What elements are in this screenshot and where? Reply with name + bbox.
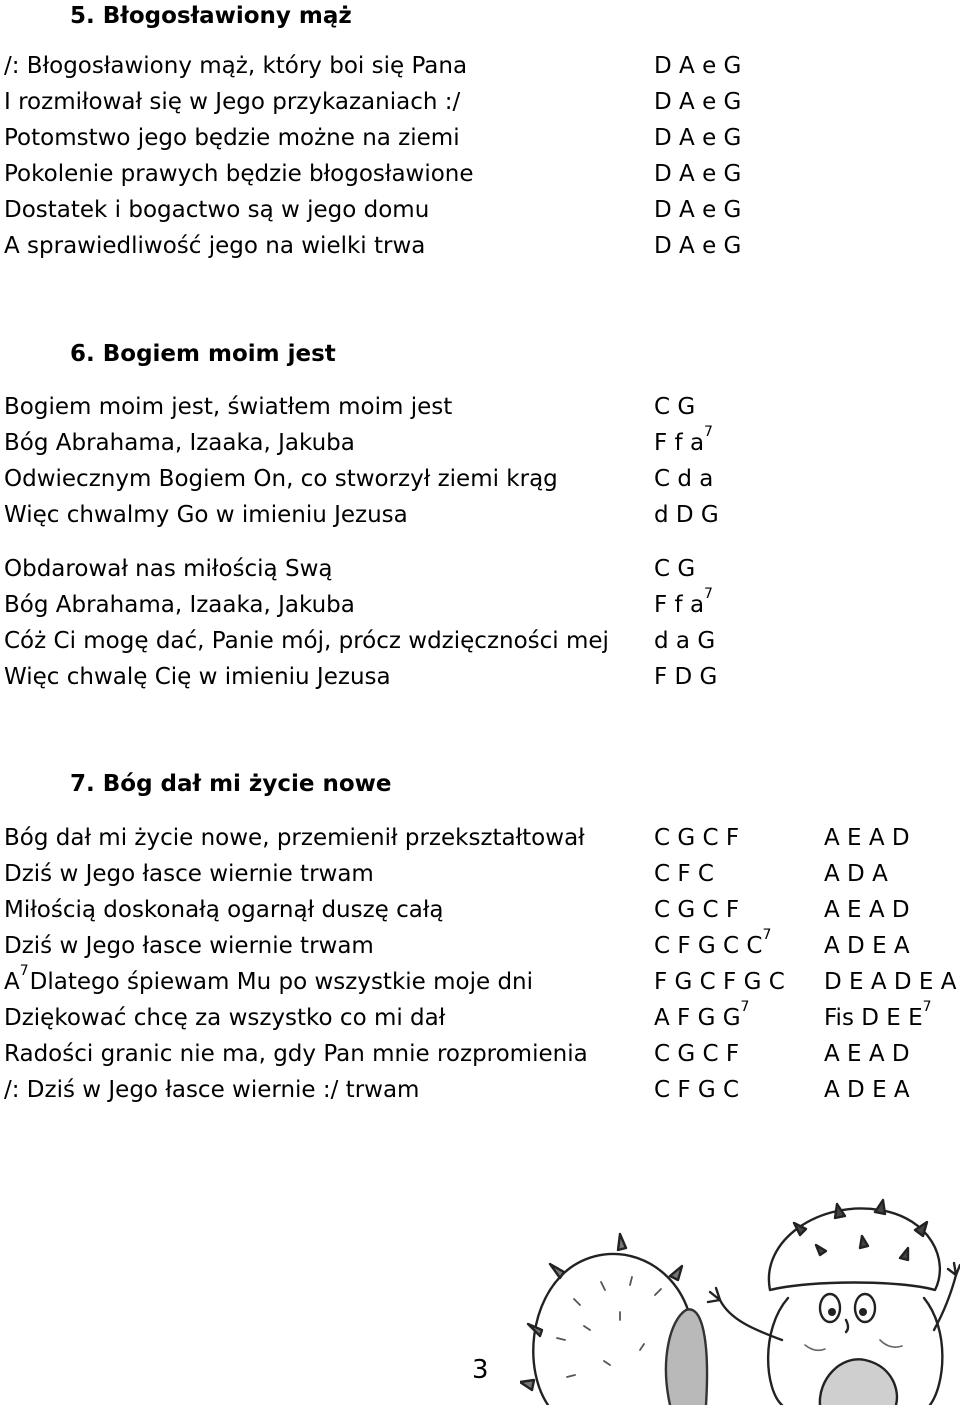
song-7-line [4,1036,960,1072]
chords-key-2: A E A D [824,1041,910,1067]
chord-names: F f a [654,430,705,456]
song-5-line [4,228,960,264]
chord-superscript: 7 [704,424,713,441]
right-eye [855,1294,875,1322]
lyric-text: /: Błogosławiony mąż, który boi się Pana [4,53,468,79]
spike [670,1266,682,1280]
chord-superscript: 7 [740,999,750,1016]
song-6-title: 6. Bogiem moim jest [70,341,336,367]
hat-spike [900,1248,908,1260]
chords-key-2 [824,1000,932,1036]
song-7-line [4,820,960,856]
chords-key-1: F G C F G C [654,969,785,995]
song-6-line [4,389,960,425]
song-5-line [4,120,960,156]
song-7-line [4,928,960,964]
song-6-line [4,425,960,461]
chords: D A e G [654,89,742,115]
lyric-text: Odwiecznym Bogiem On, co stworzył ziemi krąg [4,466,558,492]
hat-spike [860,1236,868,1248]
chords-key-2: D E A D E A [824,969,957,995]
lyric-text: Cóż Ci mogę dać, Panie mój, prócz wdzięczności mej [4,628,609,654]
chords: D A e G [654,125,742,151]
spike [550,1264,564,1278]
lyric-text [4,964,533,1000]
lyric-text: Dziękować chcę za wszystko co mi dał [4,1005,446,1031]
song-6-line [4,497,960,533]
song-6-line [4,461,960,497]
lyric-text: Pokolenie prawych będzie błogosławione [4,161,474,187]
chord-superscript: 7 [19,963,29,980]
lyric-text: Obdarował nas miłością Swą [4,556,333,582]
chords: C d a [654,466,714,492]
lyric-text: A sprawiedliwość jego na wielki trwa [4,233,426,259]
song-6-line [4,587,960,623]
lyric-text: Bóg dał mi życie nowe, przemienił przekształtował [4,825,585,851]
spike [618,1234,626,1250]
nose [846,1320,848,1332]
song-7-line [4,1072,960,1108]
chestnut-characters-drawing [520,1180,960,1405]
chestnut-nut [666,1309,707,1405]
chords: C G [654,394,696,420]
lyric-text: Potomstwo jego będzie możne na ziemi [4,125,460,151]
lyric-text: Dostatek i bogactwo są w jego domu [4,197,430,223]
chord-names: A F G G [654,1005,741,1031]
song-5-line [4,192,960,228]
lyric-text: Bóg Abrahama, Izaaka, Jakuba [4,430,355,456]
chords: D A e G [654,233,742,259]
chords-key-1: C G C F [654,1041,740,1067]
left-eye [820,1294,840,1322]
lyric-text: Dziś w Jego łasce wiernie trwam [4,861,374,887]
song-5-line [4,156,960,192]
chords [654,425,713,461]
left-arm [720,1300,782,1340]
chord-superscript: 7 [922,999,932,1016]
chords-key-1 [654,928,771,964]
lyric-text: Więc chwalmy Go w imieniu Jezusa [4,502,408,528]
lyric-text: I rozmiłował się w Jego przykazaniach :/ [4,89,461,115]
chords-key-2: A D E A [824,933,910,959]
chord-superscript: 7 [762,927,772,944]
hat-spike [816,1245,826,1255]
lyric-text: /: Dziś w Jego łasce wiernie :/ trwam [4,1077,420,1103]
lyric-text: Dziś w Jego łasce wiernie trwam [4,933,374,959]
lyric-text: Więc chwalę Cię w imieniu Jezusa [4,664,391,690]
song-6-line [4,659,960,695]
hat-spike [875,1200,885,1214]
chord-names: Fis D E E [824,1005,923,1031]
lyric-text: Bóg Abrahama, Izaaka, Jakuba [4,592,355,618]
chords: C G [654,556,696,582]
lyric-text: Miłością doskonałą ogarnął duszę całą [4,897,444,923]
chords-key-1: C F G C [654,1077,740,1103]
chords: d D G [654,502,719,528]
chords: D A e G [654,197,742,223]
page-number: 3 [472,1355,489,1385]
chords-key-2: A E A D [824,897,910,923]
chord-names: C F G C C [654,933,763,959]
chord-superscript: 7 [704,586,713,603]
lyric-rest: Dlatego śpiewam Mu po wszystkie moje dni [29,969,534,995]
song-7-line [4,856,960,892]
chords-key-1 [654,1000,749,1036]
chords: D A e G [654,53,742,79]
chords [654,587,713,623]
song-7-line [4,892,960,928]
song-7-line [4,964,960,1000]
chords-key-2: A E A D [824,825,910,851]
chords-key-1: C G C F [654,825,740,851]
song-6-line [4,623,960,659]
song-7-line [4,1000,960,1036]
chords-key-1: C G C F [654,897,740,923]
chords: F D G [654,664,718,690]
chords-key-1: C F C [654,861,714,887]
lyric-text: Radości granic nie ma, gdy Pan mnie rozpromienia [4,1041,588,1067]
song-5-line [4,84,960,120]
song-5-title: 5. Błogosławiony mąż [70,3,352,29]
spike [520,1380,534,1390]
character-hat [769,1208,940,1290]
song-6-line [4,551,960,587]
chords: D A e G [654,161,742,187]
lyric-text: Bogiem moim jest, światłem moim jest [4,394,453,420]
belly [820,1359,897,1405]
song-7-title: 7. Bóg dał mi życie nowe [70,771,392,797]
lead-chord: A [4,969,20,995]
song-5-line [4,48,960,84]
chords-key-2: A D E A [824,1077,910,1103]
chords-key-2: A D A [824,861,888,887]
chord-names: F f a [654,592,705,618]
chords: d a G [654,628,716,654]
